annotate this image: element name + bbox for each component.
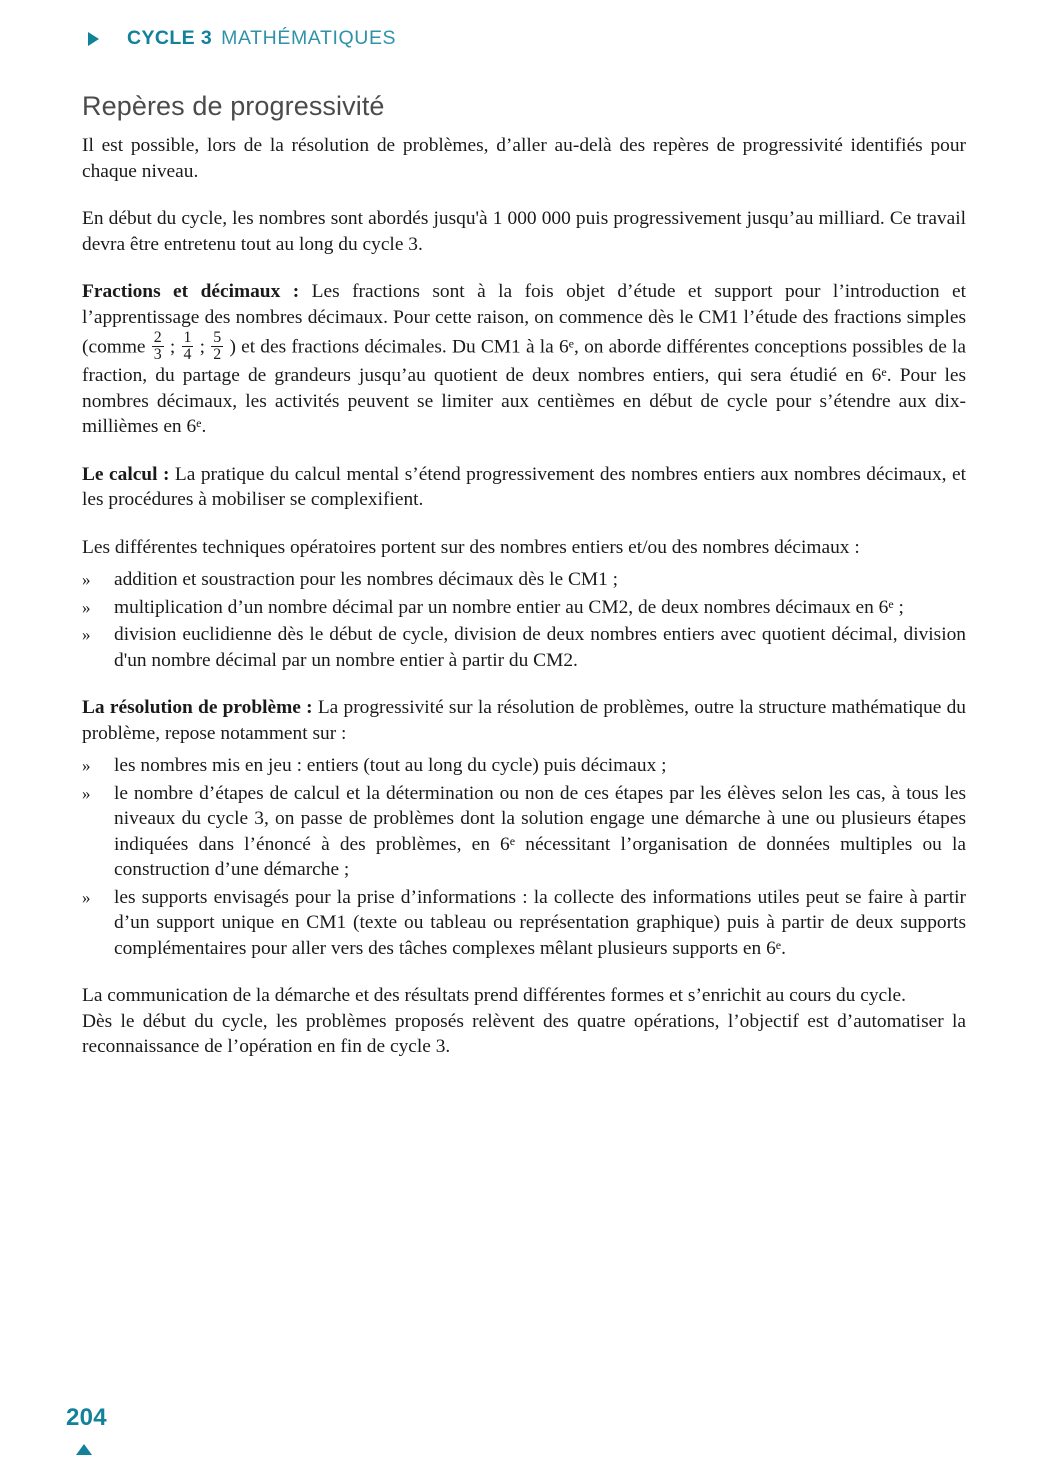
bullet-marker: » [82,756,91,776]
paragraph-fractions-lead: Fractions et décimaux : [82,281,300,302]
list-item-text: le nombre d’étapes de calcul et la détermination ou non de ces étapes par les élèves selon les cas, à tous les niveaux du cycle 3, on passe de problèmes dont la solution engage une démarche à une ou plusieurs étapes indiquées dans l’énoncé à des problèmes, en 6 [114,782,966,855]
bullet-marker: » [82,783,91,803]
running-head-cycle: CYCLE 3 [127,27,213,49]
list-item [82,885,966,962]
fraction-denominator: 3 [153,346,162,364]
paragraph-techniques-intro: Les différentes techniques opératoires portent sur des nombres entiers et/ou des nombres décimaux : [82,536,860,558]
paragraph-intro-1: Il est possible, lors de la résolution de problèmes, d’aller au-delà des repères de progressivité identifiés pour chaque niveau. [82,135,966,182]
paragraph-calcul-text: La pratique du calcul mental s’étend progressivement des nombres entiers aux nombres décimaux, et les procédures à mobiliser se complexifient. [82,463,966,511]
list-techniques [82,567,966,673]
list-item [82,753,966,779]
ordinal-suffix: e [509,833,516,848]
fraction-one-quarter [182,330,194,363]
bullet-marker: » [82,625,91,645]
paragraph-final-1: La communication de la démarche et des résultats prend différentes formes et s’enrichit au cours du cycle. [82,985,906,1007]
page-title: Repères de progressivité [82,91,385,122]
list-item-text: les nombres mis en jeu : entiers (tout au long du cycle) puis décimaux ; [114,755,667,777]
list-item-text: les supports envisagés pour la prise d’informations : la collecte des informations utiles peut se faire à partir d’un support unique en CM1 (texte ou tableau ou représentation graphique) puis à partir de deux supports complémentaires pour aller vers des tâches complexes mêlant plusieurs supports en 6 [114,886,966,959]
bullet-marker: » [82,597,91,617]
paragraph-resolution [82,695,966,746]
paragraph-resolution-lead: La résolution de problème : [82,697,313,719]
fraction-two-thirds [152,330,164,363]
body-content [82,133,966,1082]
paragraph-fractions-text-1: Les fractions sont à la fois objet d’étude et support pour l’introduction et l’apprentissage des nombres décimaux. Pour cette raison, on commence dès le CM1 l’étude des fractions simples (comme [82,281,966,358]
ordinal-suffix: e [881,365,887,380]
fraction-separator-1: ; [164,336,181,358]
list-item [82,781,966,883]
fraction-denominator: 4 [183,346,192,364]
list-item-text-tail: . [781,937,786,959]
list-item-text: multiplication d’un nombre décimal par un nombre entier au CM2, de deux nombres décimaux en 6 [114,596,889,618]
paragraph-fractions-text-5: . [201,416,207,438]
paragraph-resolution-text: La progressivité sur la résolution de problèmes, outre la structure mathématique du problème, repose notamment sur : [82,697,967,744]
paragraph-calcul [82,462,966,513]
running-head [88,27,396,50]
list-item-text: addition et soustraction pour les nombres décimaux dès le CM1 ; [114,569,619,591]
triangle-up-icon [76,1444,92,1455]
fraction-numerator: 5 [213,329,222,346]
list-item [82,567,966,593]
bullet-marker: » [82,887,91,907]
paragraph-fractions-text-4: . Pour les nombres décimaux, les activités peuvent se limiter aux centièmes en début de cycle pour s’étendre aux dix-millièmes en 6 [82,365,967,438]
ordinal-suffix: e [196,416,202,431]
list-item-text: division euclidienne dès le début de cycle, division de deux nombres entiers avec quotient décimal, division d'un nombre décimal par un nombre entier à partir du CM2. [114,624,966,671]
list-item-text-tail: ; [893,596,904,618]
ordinal-suffix: e [568,336,575,351]
fraction-numerator: 2 [153,329,162,346]
fraction-separator-2: ; [194,336,211,358]
paragraph-final-2: Dès le début du cycle, les problèmes proposés relèvent des quatre opérations, l’objectif est d’automatiser la reconnaissance de l’opération en fin de cycle 3. [82,1010,966,1058]
list-resolution [82,753,966,961]
page-number: 204 [66,1404,107,1431]
list-item [82,595,966,621]
ordinal-suffix: e [775,937,782,952]
fraction-denominator: 2 [213,346,222,364]
fraction-numerator: 1 [183,329,192,346]
paragraph-calcul-lead: Le calcul : [82,463,170,485]
paragraph-fractions-text-3: , on aborde différentes conceptions possibles de la fraction, du partage de grandeurs jusqu’au quotient de deux nombres entiers, qui sera étudié en 6 [82,336,967,387]
paragraph-fractions [82,279,966,440]
bullet-marker: » [82,570,91,590]
ordinal-suffix: e [888,596,894,611]
paragraph-intro-2: En début du cycle, les nombres sont abordés jusqu'à 1 000 000 puis progressivement jusqu’au milliard. Ce travail devra être entretenu tout au long du cycle 3. [82,208,966,255]
paragraph-fractions-text-2: ) et des fractions décimales. Du CM1 à la 6 [224,336,569,358]
triangle-right-icon [88,32,99,46]
running-head-discipline: MATHÉMATIQUES [221,27,397,49]
fraction-five-halves [211,330,223,363]
list-item [82,622,966,673]
list-item-text-tail: nécessitant l’organisation de données multiples ou la construction d’une démarche ; [114,833,966,881]
